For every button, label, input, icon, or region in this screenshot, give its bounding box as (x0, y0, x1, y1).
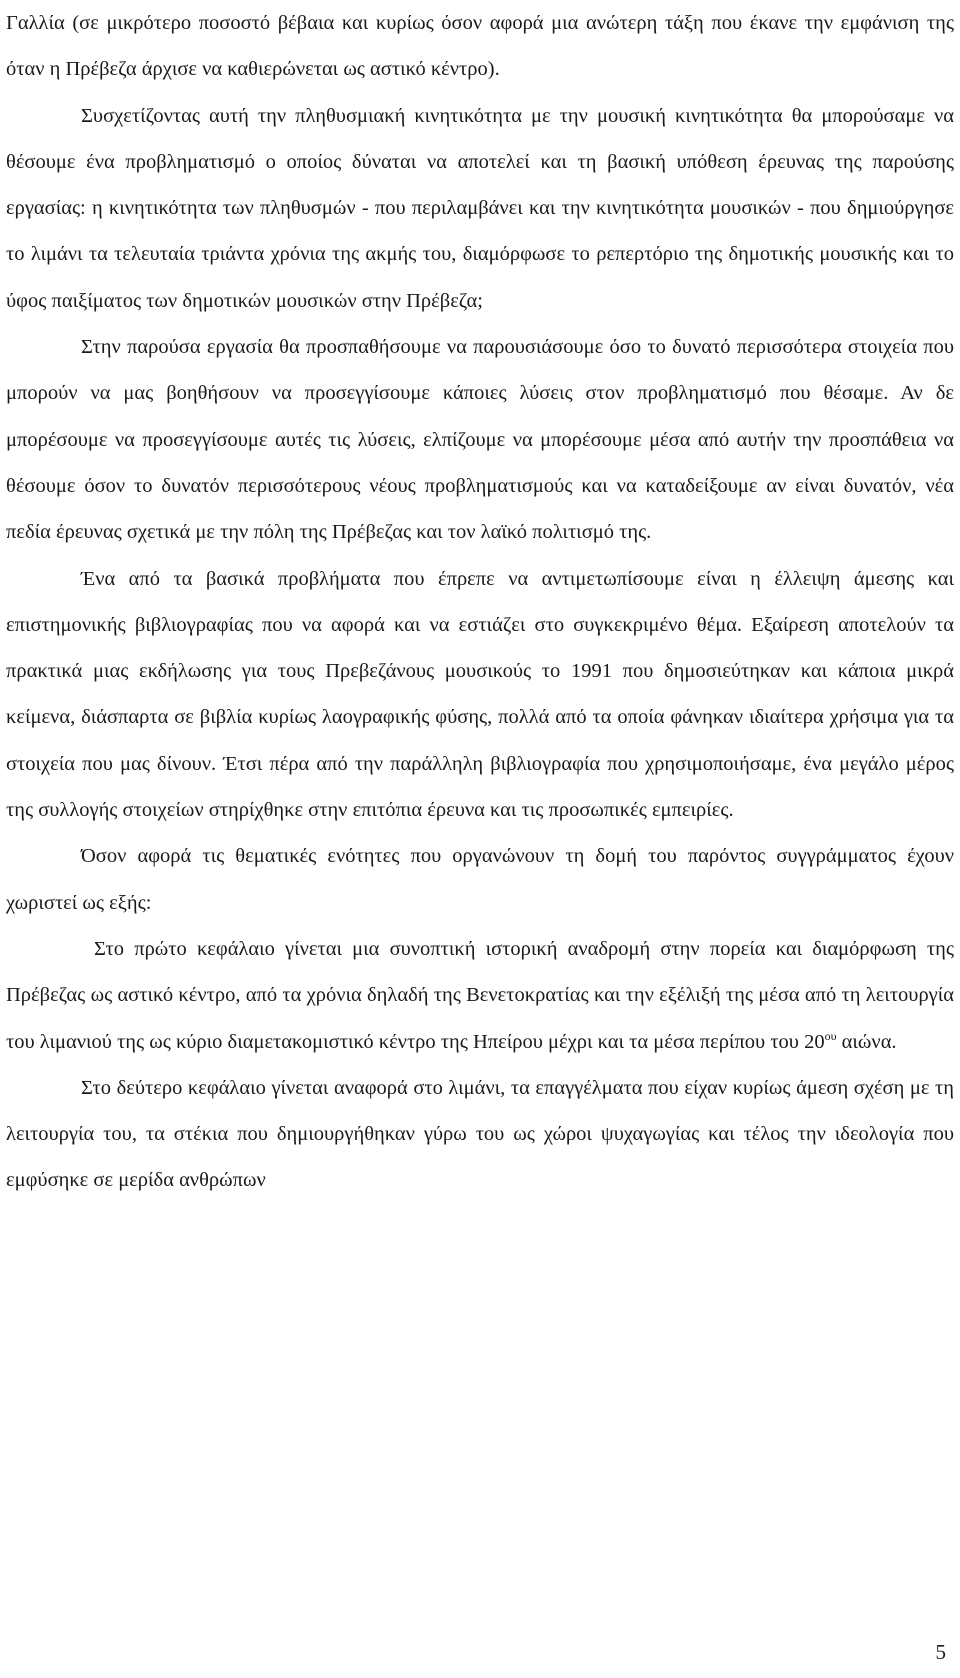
paragraph-bibliography-problem: Ένα από τα βασικά προβλήματα που έπρεπε να αντιμετωπίσουμε είναι η έλλειψη άμεσης και επιστημονικής βιβλιογραφίας που να αφορά και να εστιάζει στο συγκεκριμένο θέμα. Εξαίρεση αποτελούν τα πρακτικά μιας εκδήλωσης για τους Πρεβεζάνους μουσικούς το 1991 που δημοσιεύτηκαν και κάποια μικρά κείμενα, διάσπαρτα σε βιβλία κυρίως λαογραφικής φύσης, πολλά από τα οποία φάνηκαν ιδιαίτερα χρήσιμα για τα στοιχεία που μας δίνουν. Έτσι πέρα από την παράλληλη βιβλιογραφία που χρησιμοποιήσαμε, ένα μεγάλο μέρος της συλλογής στοιχείων στηρίχθηκε στην επιτόπια έρευνα και τις προσωπικές εμπειρίες. (6, 567, 954, 822)
body-text (6, 0, 954, 1204)
paragraph-aims: Στην παρούσα εργασία θα προσπαθήσουμε να παρουσιάσουμε όσο το δυνατό περισσότερα στοιχεία που μπορούν να μας βοηθήσουν να προσεγγίσουμε κάποιες λύσεις στον προβληματισμό που θέσαμε. Αν δε μπορέσουμε να προσεγγίσουμε αυτές τις λύσεις, ελπίζουμε να μπορέσουμε μέσα από αυτήν την προσπάθεια να θέσουμε όσον το δυνατόν περισσότερους νέους προβληματισμούς και να καταδείξουμε αν είναι δυνατόν, νέα πεδία έρευνας σχετικά με την πόλη της Πρέβεζας και τον λαϊκό πολιτισμό της. (6, 336, 954, 544)
paragraph-chapter-one (6, 926, 954, 1065)
paragraph-structure-intro: Όσον αφορά τις θεματικές ενότητες που οργανώνουν τη δομή του παρόντος συγγράμματος έχουν χωριστεί ως εξής: (6, 845, 954, 914)
paragraph-research-hypothesis: Συσχετίζοντας αυτή την πληθυσμιακή κινητικότητα με την μουσική κινητικότητα θα μπορούσαμε να θέσουμε ένα προβληματισμό ο οποίος δύναται να αποτελεί και τη βασική υπόθεση έρευνας της παρούσης εργασίας: η κινητικότητα των πληθυσμών - που περιλαμβάνει και την κινητικότητα μουσικών - που δημιούργησε το λιμάνι τα τελευταία τριάντα χρόνια της ακμής του, διαμόρφωσε το ρεπερτόριο της δημοτικής μουσικής και το ύφος παιξίματος των δημοτικών μουσικών στην Πρέβεζα; (6, 104, 954, 312)
chapter-one-text: Στο πρώτο κεφάλαιο γίνεται μια συνοπτική ιστορική αναδρομή στην πορεία και διαμόρφωση της Πρέβεζας ως αστικό κέντρο, από τα χρόνια δηλαδή της Βενετοκρατίας και την εξέλιξή της μέσα από τη λειτουργία του λιμανιού της ως κύριο διαμετακομιστικό κέντρο της Ηπείρου μέχρι και τα μέσα περίπου του 20 (6, 937, 954, 1053)
chapter-one-text-end: αιώνα. (836, 1030, 897, 1053)
paragraph-continuation: Γαλλία (σε μικρότερο ποσοστό βέβαια και κυρίως όσον αφορά μια ανώτερη τάξη που έκανε την εμφάνιση της όταν η Πρέβεζα άρχισε να καθιερώνεται ως αστικό κέντρο). (6, 12, 954, 81)
page-number: 5 (935, 1640, 946, 1664)
ordinal-superscript: ου (824, 1028, 837, 1043)
paragraph-chapter-two: Στο δεύτερο κεφάλαιο γίνεται αναφορά στο λιμάνι, τα επαγγέλματα που είχαν κυρίως άμεση σχέση με τη λειτουργία του, τα στέκια που δημιουργήθηκαν γύρω του ως χώροι ψυχαγωγίας και τέλος την ιδεολογία που εμφύσηκε σε μερίδα ανθρώπων (6, 1076, 954, 1192)
